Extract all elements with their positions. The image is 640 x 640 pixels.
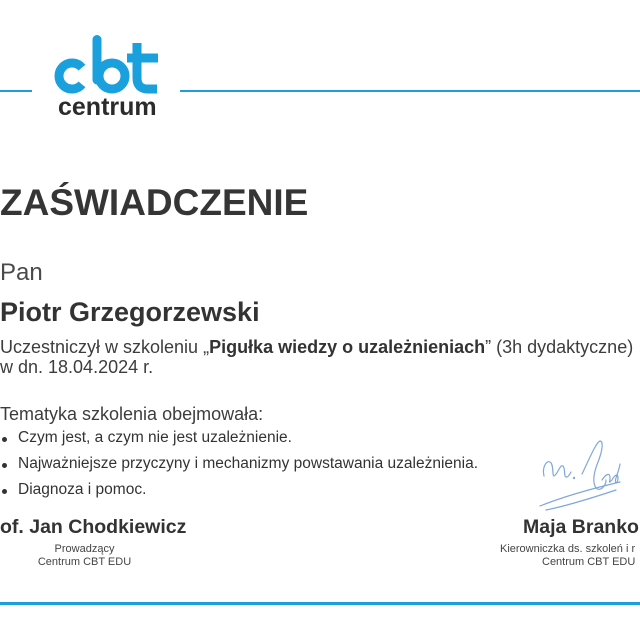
training-name: Pigułka wiedzy o uzależnieniach: [209, 337, 486, 357]
logo-letter-t-stem: [137, 43, 157, 89]
bullet-icon: [2, 463, 7, 468]
signatory-right-name: Maja Branko: [523, 518, 639, 538]
participation-line: [0, 338, 633, 356]
signatory-left-name: of. Jan Chodkiewicz: [0, 516, 187, 538]
signature-image: [536, 436, 624, 514]
signatory-left-role: Prowadzący: [54, 543, 115, 555]
topics-heading: Tematyka szkolenia obejmowała:: [0, 404, 264, 424]
participation-suffix: ” (3h dydaktyczne): [485, 337, 634, 357]
logo-wordmark: centrum: [58, 93, 157, 121]
topic-text: Diagnoza i pomoc.: [18, 481, 147, 498]
topic-text: Najważniejsze przyczyny i mechanizmy powstawania uzależnienia.: [18, 455, 479, 472]
signatory-right-role: Kierowniczka ds. szkoleń i r: [500, 544, 636, 555]
participation-prefix: Uczestniczył w szkoleniu „: [0, 337, 210, 357]
list-item: [0, 482, 478, 508]
signatory-left-organization: Centrum CBT EDU: [37, 556, 132, 568]
footer-rule: [0, 602, 640, 605]
signatory-right-organization: Centrum CBT EDU: [542, 556, 636, 568]
list-item: [0, 456, 478, 482]
topic-text: Czym jest, a czym nie jest uzależnienie.: [18, 429, 292, 446]
salutation: Pan: [0, 259, 43, 286]
certificate-title: ZAŚWIADCZENIE: [0, 182, 309, 223]
training-date: w dn. 18.04.2024 r.: [0, 357, 154, 377]
list-item: [0, 430, 478, 456]
recipient-name: Piotr Grzegorzewski: [0, 297, 260, 327]
topics-list: [0, 430, 478, 508]
logo-letter-b-bowl: [99, 63, 125, 89]
cbt-logo-mark: [50, 30, 165, 98]
bullet-icon: [2, 437, 7, 442]
bullet-icon: [2, 489, 7, 494]
header-rule-right: [180, 90, 640, 92]
header-rule-left: [0, 90, 32, 92]
logo-letter-c: [59, 63, 82, 89]
